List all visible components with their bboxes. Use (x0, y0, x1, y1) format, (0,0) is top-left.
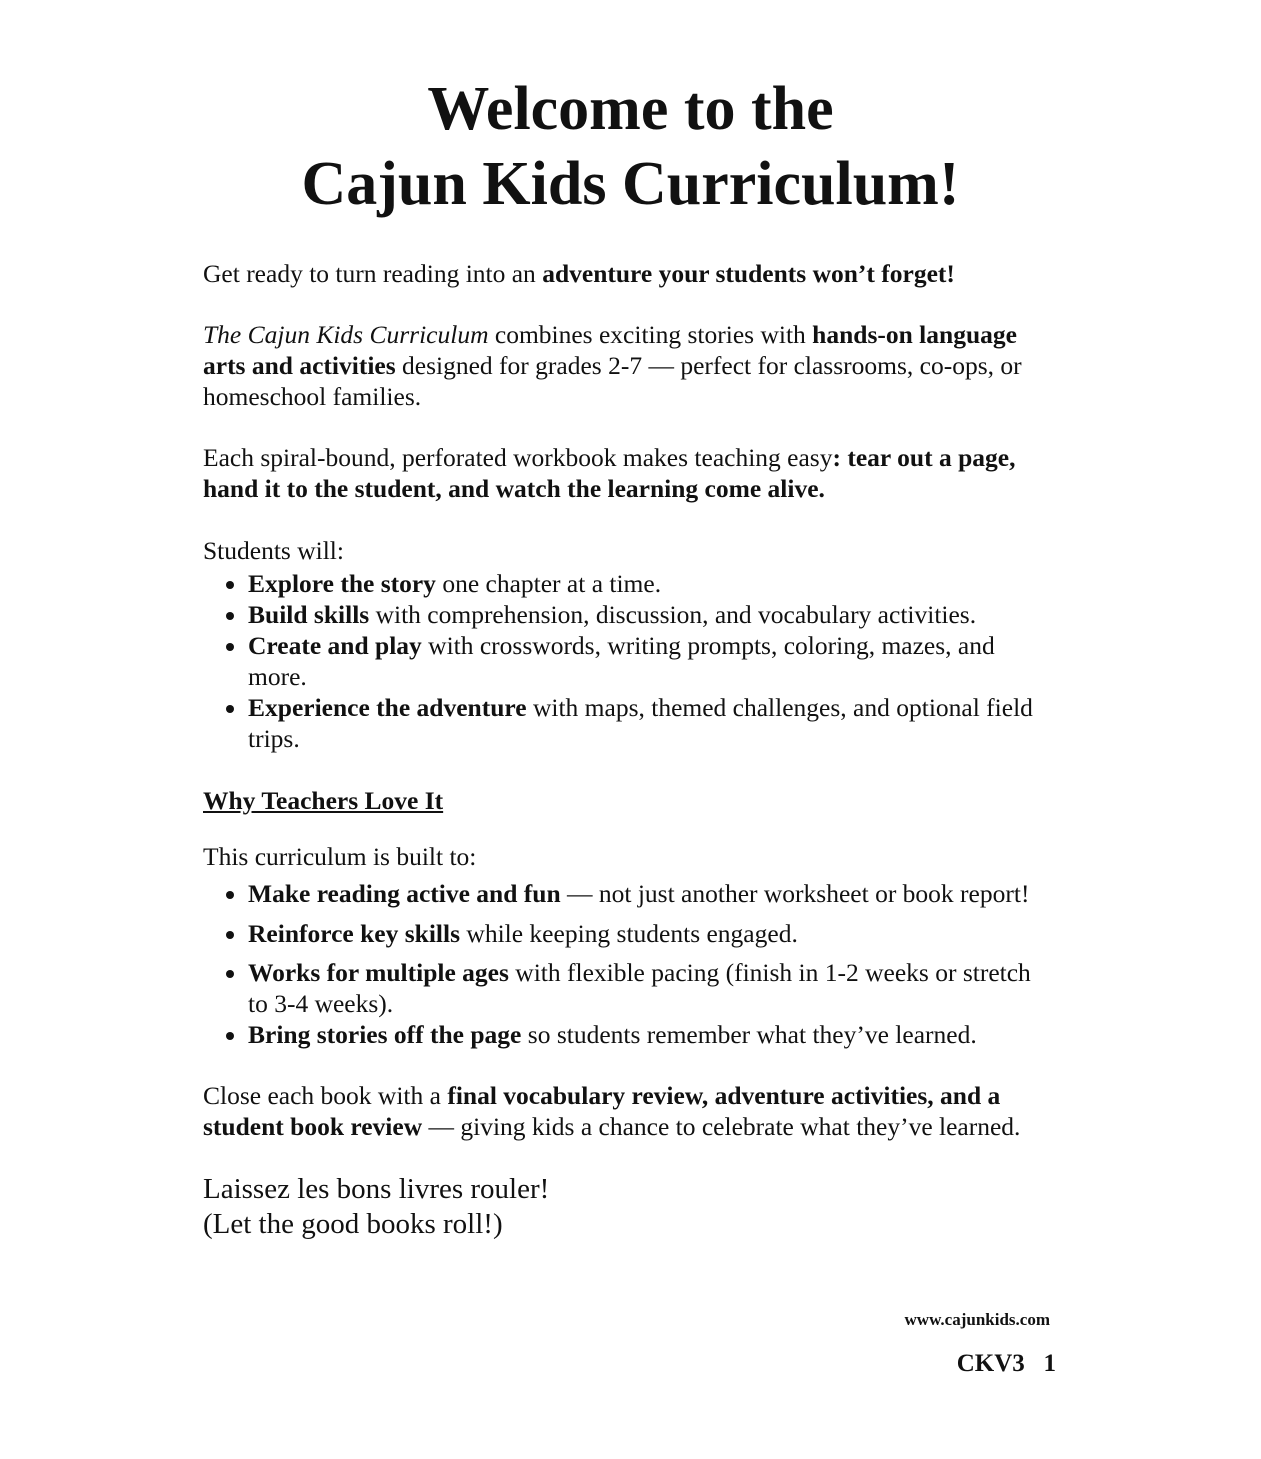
page-title (0, 72, 1261, 222)
list-item (248, 918, 1043, 949)
intro-emphasis: adventure your students won’t forget! (542, 259, 955, 288)
list-item-lead: Create and play (248, 631, 422, 660)
title-line-2: Cajun Kids Curriculum! (301, 150, 960, 218)
list-item-lead: Reinforce key skills (248, 919, 461, 948)
benefits-list (203, 879, 1043, 1050)
overview-text-1: combines exciting stories with (488, 320, 813, 349)
motto-french: Laissez les bons livres rouler! (203, 1173, 550, 1205)
closing-emphasis: final vocabulary review, adventure activities, and a student book review (203, 1081, 1001, 1141)
workbook-text: Each spiral-bound, perforated workbook makes teaching easy (203, 443, 833, 472)
page-number: 1 (1043, 1350, 1056, 1377)
motto (203, 1172, 1043, 1242)
built-label: This curriculum is built to: (203, 842, 477, 871)
list-item-text: with maps, themed challenges, and optional field trips. (248, 693, 1033, 753)
intro-text: Get ready to turn reading into an (203, 259, 543, 288)
overview-emphasis: hands-on language arts and activities (203, 320, 1017, 380)
book-code: CKV3 (956, 1350, 1025, 1377)
title-line-1: Welcome to the (427, 75, 834, 143)
list-item-text: with crosswords, writing prompts, coloring, mazes, and more. (248, 631, 995, 691)
workbook-paragraph (203, 442, 1043, 504)
list-item-text: with comprehension, discussion, and vocabulary activities. (369, 600, 977, 629)
list-item-text: with flexible pacing (finish in 1-2 weeks or stretch to 3-4 weeks). (248, 958, 1031, 1018)
list-item (248, 879, 1043, 908)
list-item-lead: Build skills (248, 600, 370, 629)
overview-paragraph (203, 319, 1043, 412)
overview-text-2: designed for grades 2-7 — perfect for classrooms, co-ops, or homeschool families. (203, 351, 1022, 411)
page-footer (957, 1349, 1056, 1379)
closing-text-2: — giving kids a chance to celebrate what they’ve learned. (422, 1112, 1021, 1141)
closing-paragraph (203, 1080, 1043, 1142)
intro-paragraph (203, 258, 1043, 289)
list-item-lead: Bring stories off the page (248, 1020, 522, 1049)
list-item-text: so students remember what they’ve learned. (521, 1020, 977, 1049)
document-body (203, 258, 1043, 1242)
curriculum-name: The Cajun Kids Curriculum (203, 320, 489, 349)
list-item (248, 957, 1043, 1019)
list-item-text: one chapter at a time. (435, 569, 662, 598)
list-item-lead: Experience the adventure (248, 693, 527, 722)
list-item (248, 599, 1043, 630)
list-item-lead: Works for multiple ages (248, 958, 509, 987)
students-list (203, 568, 1043, 754)
list-item-lead: Make reading active and fun (248, 879, 561, 908)
list-item (248, 630, 1043, 692)
list-item-text: — not just another worksheet or book report! (560, 879, 1030, 908)
list-item (248, 1019, 1043, 1050)
list-item-text: while keeping students engaged. (460, 919, 798, 948)
workbook-emphasis: : tear out a page, hand it to the student, and watch the learning come alive. (203, 443, 1016, 503)
list-item (248, 568, 1043, 599)
list-item-lead: Explore the story (248, 569, 436, 598)
why-heading: Why Teachers Love It (203, 786, 444, 815)
website-url: www.cajunkids.com (904, 1310, 1050, 1329)
motto-english: (Let the good books roll!) (203, 1208, 503, 1240)
list-item (248, 692, 1043, 754)
students-label: Students will: (203, 536, 344, 565)
closing-text-1: Close each book with a (203, 1081, 448, 1110)
